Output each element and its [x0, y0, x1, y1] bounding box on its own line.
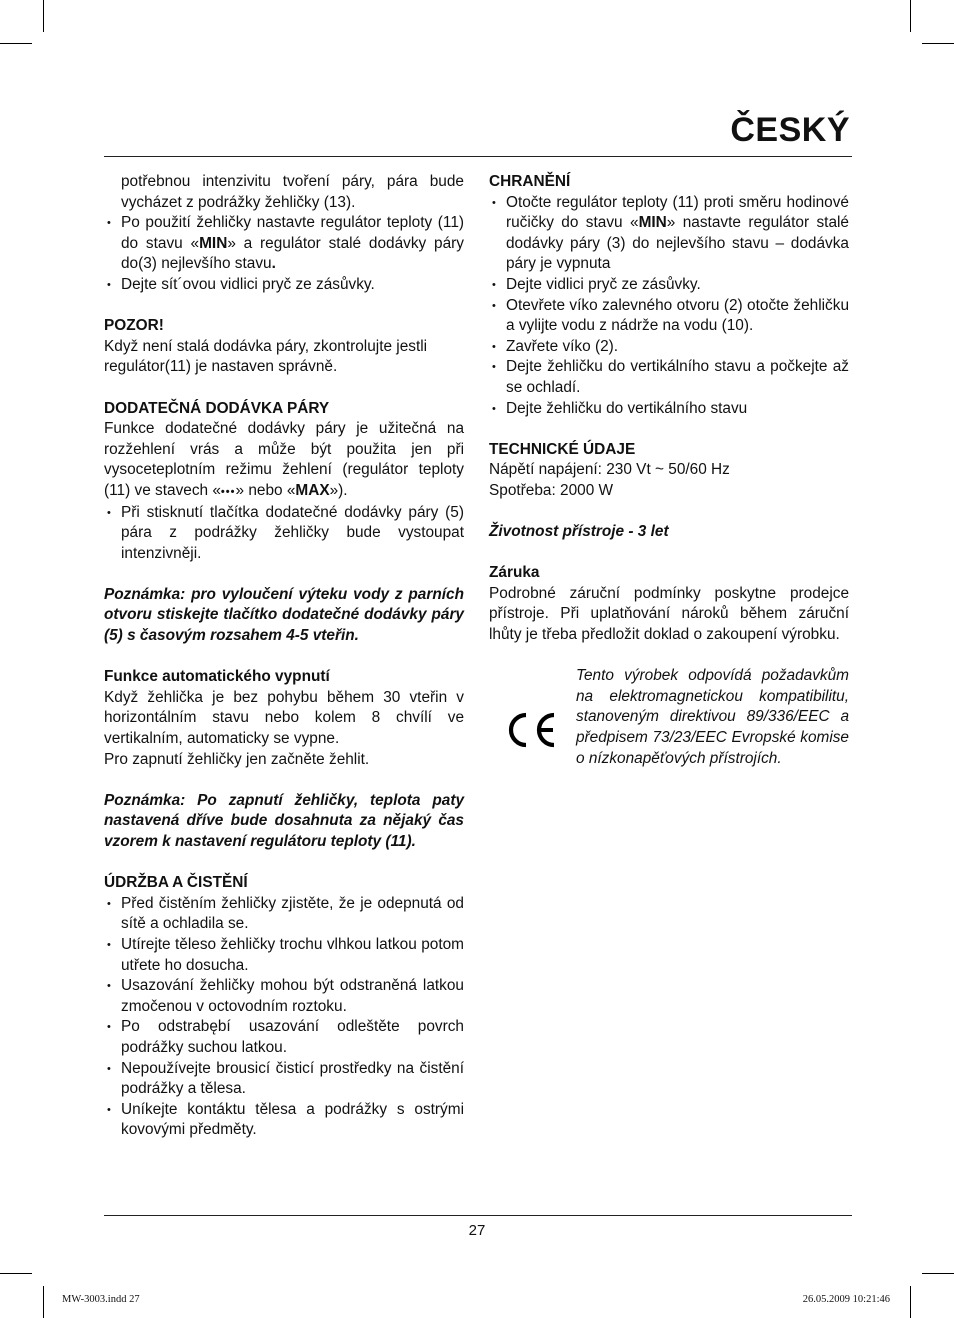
- list-item: • Uníkejte kontáktu tělesa a podrážky s ostrými kovovými předměty.: [104, 1100, 464, 1141]
- dodatecna-list: [104, 503, 464, 565]
- footer-rule: [104, 1215, 852, 1216]
- ce-mark-icon: [507, 710, 559, 750]
- section-heading-udrzba: ÚDRŽBA A ČISTĚNÍ: [104, 874, 248, 892]
- file-info: MW-3003.indd 27: [62, 1294, 140, 1305]
- paragraph: Pro zapnutí žehličky jen začněte žehlit.: [104, 750, 370, 768]
- list-item: • Otevřete víko zalevného otvoru (2) otočte žehličku a vylijte vodu z nádrže na vodu (10).: [489, 296, 849, 337]
- text: » a regulátor stalé dodávky páry do(3) nejlevšího stavu: [121, 234, 464, 273]
- paragraph: Když není stalá dodávka páry, zkontrolujte jestli regulátor(11) je nastaven správně.: [104, 337, 428, 376]
- text: »).: [329, 481, 348, 499]
- list-item: • Utírejte těleso žehličky trochu vlhkou latkou potom utřete ho dosucha.: [104, 935, 464, 976]
- paragraph: Podrobné záruční podmínky poskytne prodejce přístroje. Při uplatňování nároků během záruční lhůty je třeba předložit doklad o zakoupení výrobku.: [489, 584, 849, 644]
- crop-mark: [910, 1286, 911, 1318]
- crop-mark: [43, 1286, 44, 1318]
- temperature-dots-symbol: •••: [220, 485, 236, 498]
- page-title: ČESKÝ: [730, 111, 850, 149]
- min-label: MIN: [638, 214, 667, 232]
- section-heading-chraneni: CHRANĚNÍ: [489, 173, 571, 190]
- print-timestamp: 26.05.2009 10:21:46: [802, 1294, 890, 1305]
- section-heading-tech: TECHNICKÉ ÚDAJE: [489, 440, 636, 458]
- crop-mark: [43, 0, 44, 32]
- text: Funkce dodatečné dodávky páry je užitečná na rozžehlení vrás a může být použita jen při vysoceteplotním režimu žehlení (regulátor teploty (11) ve stavech «: [104, 420, 464, 499]
- crop-mark: [0, 43, 32, 44]
- ce-compliance-text: Tento výrobek odpovídá požadavkům na elektromagnetickou kompatibilitu, stanoveným direktivou 89/336/EEC a předpisem 73/23/EEC Evropské komise o nízkonapěťových přístrojích.: [576, 667, 849, 767]
- note-paragraph: Poznámka: Po zapnutí žehličky, teplota paty nastavená dříve bude dosahnuta za nějaký čas vzorem k nastavení regulátoru teploty (11).: [104, 791, 464, 850]
- section-heading-pozor: POZOR!: [104, 317, 164, 335]
- ce-block: [489, 666, 849, 769]
- crop-mark: [922, 1273, 954, 1274]
- header-rule: [104, 156, 852, 157]
- intro-continuation: potřebnou intenzivitu tvoření páry, pára bude vycházet z podrážky žehličky (13).: [121, 173, 464, 211]
- udrzba-list: [104, 894, 464, 1141]
- text: » nebo «: [235, 481, 296, 499]
- text: Po použití žehličky nastavte regulátor teploty (11) do stavu «: [121, 214, 464, 252]
- lifetime-line: Životnost přístroje - 3 let: [489, 523, 669, 541]
- note-paragraph: Poznámka: pro vyloučení výteku vody z parních otvoru stiskejte tlačítko dodatečné dodávky páry (5) s časovým rozsahem 4-5 vteřin.: [104, 585, 464, 645]
- section-heading-auto-off: Funkce automatického vypnutí: [104, 668, 330, 686]
- crop-mark: [910, 0, 911, 32]
- tech-voltage: Nápětí napájení: 230 Vt ~ 50/60 Hz: [489, 461, 730, 479]
- list-item: • Dejte žehličku do vertikálního stavu a počkejte až se ochladí.: [489, 357, 849, 398]
- list-item: • Před čistěním žehličky zjistěte, že je odepnutá od sítě a ochladila se.: [104, 894, 464, 935]
- text: Otočte regulátor teploty (11) proti směru hodinové ručičky do stavu «: [506, 193, 849, 232]
- list-item: • Dejte vidlici pryč ze zásůvky.: [489, 275, 849, 296]
- max-label: MAX: [295, 481, 330, 499]
- list-item: • Dejte žehličku do vertikálního stavu: [489, 399, 849, 420]
- chraneni-list: [489, 193, 849, 420]
- section-heading-dodatecna: DODATEČNÁ DODÁVKA PÁRY: [104, 399, 330, 417]
- list-item: • Po odstrabębí usazování odleštěte povrch podrážky suchou latkou.: [104, 1017, 464, 1058]
- min-label: MIN: [199, 234, 228, 252]
- page-number: 27: [468, 1222, 486, 1239]
- list-item: • Nepoužívejte brousicí čisticí prostředky na čistění podrážky a tělesa.: [104, 1059, 464, 1100]
- section-heading-zaruka: Záruka: [489, 564, 540, 582]
- list-item: [489, 193, 849, 275]
- list-item: • Dejte sít´ovou vidlici pryč ze zásůvky.: [104, 275, 464, 296]
- tech-power: Spotřeba: 2000 W: [489, 481, 614, 499]
- left-column: [104, 172, 464, 1141]
- crop-mark: [922, 43, 954, 44]
- right-column: [489, 172, 849, 769]
- list-item: [104, 213, 464, 275]
- paragraph: [104, 419, 464, 502]
- text: .: [271, 255, 276, 273]
- list-item: • Usazování žehličky mohou být odstraněná latkou zmočenou v octovodním roztoku.: [104, 976, 464, 1017]
- crop-mark: [0, 1273, 32, 1274]
- intro-list: [104, 213, 464, 295]
- list-item: • Zavřete víko (2).: [489, 337, 849, 358]
- text: » nastavte regulátor stalé dodávky páry (3) do nejlevšího stavu – dodávka páry je vypnuta: [506, 214, 849, 273]
- paragraph: Když žehlička je bez pohybu během 30 vteřin v horizontálním stavu nebo kolem 8 chvílí ve vertikalním, automaticky se vypne.: [104, 688, 464, 748]
- list-item: • Při stisknutí tlačítka dodatečné dodávky páry (5) pára z podrážky žehličky bude vystoupat intenzivněji.: [104, 503, 464, 565]
